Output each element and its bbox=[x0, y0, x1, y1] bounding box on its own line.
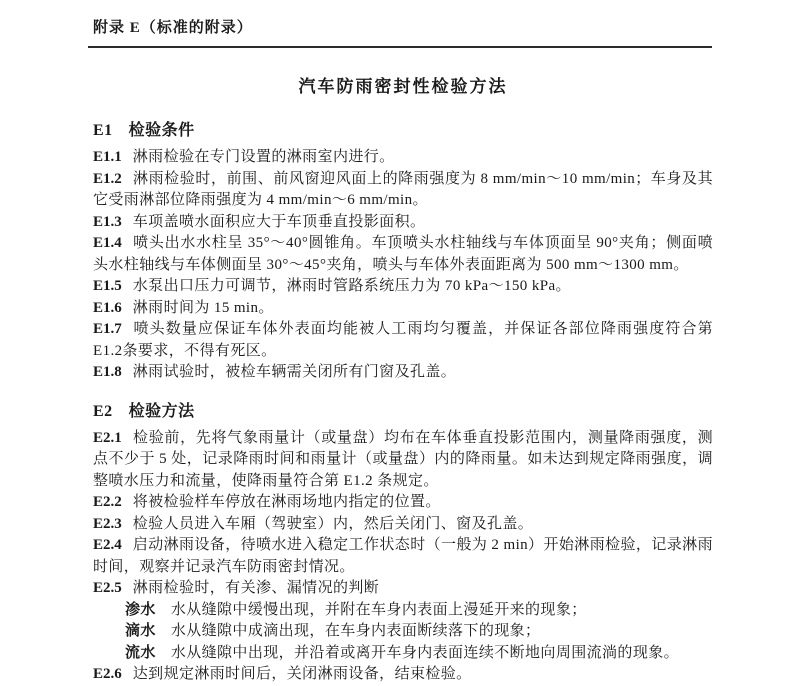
clause-number: E1.5 bbox=[93, 278, 122, 294]
clause-text: 达到规定淋雨时间后，关闭淋雨设备，结束检验。 bbox=[132, 666, 472, 682]
definition-text: 水从缝隙中出现，并沿着或离开车身内表面连续不断地向周围流淌的现象。 bbox=[170, 644, 680, 661]
clause-paragraph bbox=[93, 233, 713, 276]
clause-paragraph bbox=[93, 362, 713, 384]
document-body bbox=[93, 117, 713, 686]
clause-text: 喷头出水水柱呈 35°～40°圆锥角。车顶喷头水柱轴线与车体顶面呈 90°夹角；侧面喷头水柱轴线与车体侧面呈 30°～45°夹角，喷头与车体外表面距离为 500 mm～1300 mm。 bbox=[93, 235, 713, 273]
clause-paragraph bbox=[93, 147, 713, 169]
clause-number: E2.3 bbox=[93, 515, 122, 532]
clause-paragraph bbox=[93, 169, 713, 212]
definition-item bbox=[93, 643, 713, 665]
clause-number: E1.8 bbox=[93, 364, 122, 380]
clause-text: 淋雨检验时，前围、前风窗迎风面上的降雨强度为 8 mm/min～10 mm/min；车身及其它受雨淋部位降雨强度为 4 mm/min～6 mm/min。 bbox=[93, 170, 713, 208]
definition-term: 滴水 bbox=[125, 623, 156, 639]
definition-text: 水从缝隙中缓慢出现，并附在车身内表面上漫延开来的现象； bbox=[170, 601, 587, 618]
section-title: 检验方法 bbox=[128, 402, 195, 420]
clause-number: E1.6 bbox=[93, 299, 122, 316]
clause-paragraph bbox=[93, 212, 713, 234]
clause-text: 检验前，先将气象雨量计（或量盘）均布在车体垂直投影范围内，测量降雨强度，测点不少于 5 处，记录降雨时间和雨量计（或量盘）内的降雨量。如未达到规定降雨强度，调整喷水压力和流量，使降雨量符合第 E1.2 条规定。 bbox=[93, 429, 713, 489]
section-title: 检验条件 bbox=[128, 122, 195, 139]
definition-term: 渗水 bbox=[125, 601, 156, 618]
clause-text: 将被检验样车停放在淋雨场地内指定的位置。 bbox=[132, 494, 441, 510]
clause-paragraph bbox=[93, 319, 713, 362]
definition-text: 水从缝隙中成滴出现，在车身内表面断续落下的现象； bbox=[170, 623, 541, 639]
section-number: E1 bbox=[93, 122, 113, 139]
clause-text: 淋雨时间为 15 min。 bbox=[132, 299, 274, 316]
clause-paragraph bbox=[93, 428, 713, 493]
clause-text: 检验人员进入车厢（驾驶室）内，然后关闭门、窗及孔盖。 bbox=[132, 515, 534, 532]
clause-number: E1.1 bbox=[93, 149, 122, 165]
clause-paragraph bbox=[93, 535, 713, 578]
clause-text: 车项盖喷水面积应大于车顶垂直投影面积。 bbox=[132, 213, 426, 230]
clause-paragraph bbox=[93, 492, 713, 514]
clause-text: 淋雨检验在专门设置的淋雨室内进行。 bbox=[132, 149, 395, 165]
clause-paragraph bbox=[93, 298, 713, 320]
clause-text: 淋雨检验时，有关渗、漏情况的判断 bbox=[132, 580, 380, 596]
clause-paragraph bbox=[93, 664, 713, 686]
clause-text: 淋雨试验时，被检车辆需关闭所有门窗及孔盖。 bbox=[132, 364, 457, 380]
clause-paragraph bbox=[93, 578, 713, 600]
clause-number: E1.4 bbox=[93, 235, 122, 251]
appendix-header: 附录 E（标准的附录） bbox=[93, 20, 253, 36]
clause-number: E2.6 bbox=[93, 666, 122, 682]
clause-number: E2.1 bbox=[93, 429, 122, 446]
clause-number: E1.7 bbox=[93, 321, 122, 337]
clause-paragraph bbox=[93, 276, 713, 298]
definition-item bbox=[93, 600, 713, 622]
clause-number: E2.2 bbox=[93, 494, 122, 510]
clause-paragraph bbox=[93, 514, 713, 536]
clause-text: 启动淋雨设备，待喷水进入稳定工作状态时（一般为 2 min）开始淋雨检验，记录淋雨时间，观察并记录汽车防雨密封情况。 bbox=[93, 537, 713, 575]
clause-text: 喷头数量应保证车体外表面均能被人工雨均匀覆盖，并保证各部位降雨强度符合第E1.2条要求，不得有死区。 bbox=[93, 321, 713, 359]
header-divider bbox=[88, 46, 712, 48]
section-heading bbox=[93, 117, 713, 140]
section-number: E2 bbox=[93, 402, 113, 420]
clause-number: E2.5 bbox=[93, 580, 122, 596]
section-heading bbox=[93, 398, 713, 421]
clause-number: E1.3 bbox=[93, 213, 122, 230]
definition-term: 流水 bbox=[125, 644, 156, 661]
document-title: 汽车防雨密封性检验方法 bbox=[298, 77, 508, 96]
clause-number: E2.4 bbox=[93, 537, 122, 553]
definition-item bbox=[93, 621, 713, 643]
clause-text: 水泵出口压力可调节，淋雨时管路系统压力为 70 kPa～150 kPa。 bbox=[132, 278, 571, 294]
clause-number: E1.2 bbox=[93, 170, 122, 187]
